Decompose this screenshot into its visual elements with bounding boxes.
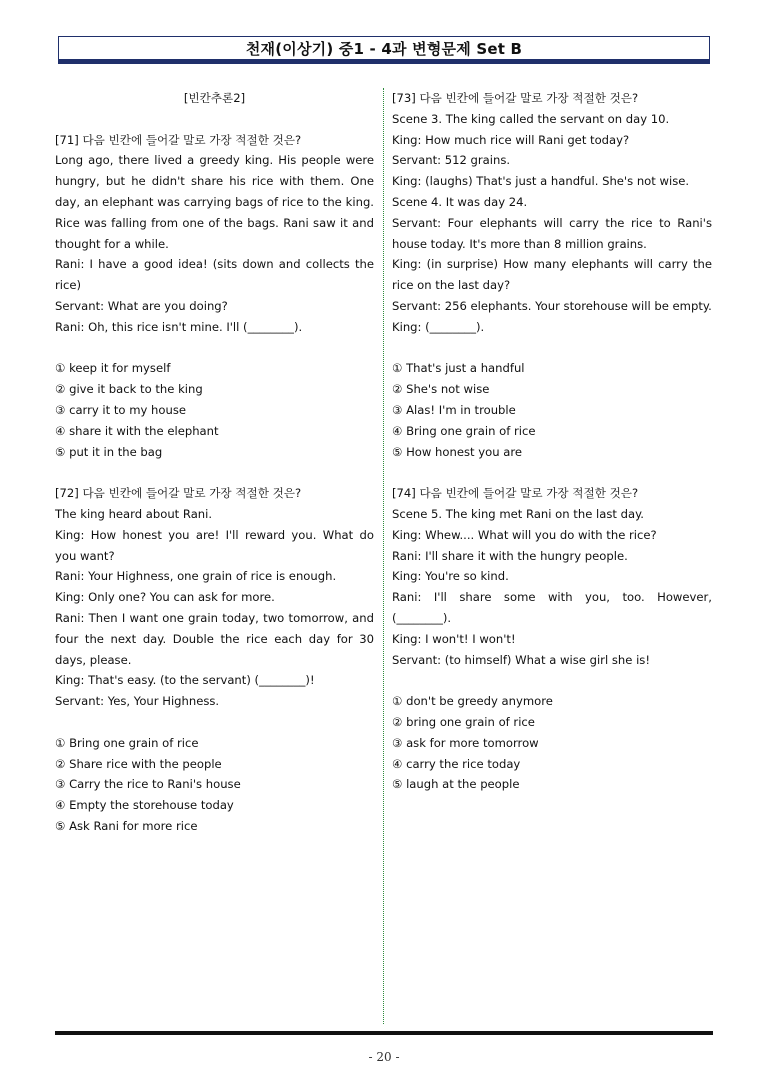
q73-option: ⑤ How honest you are <box>392 444 522 459</box>
q72-dialogue-line: King: How honest you are! I'll reward you. What do you want? <box>55 527 374 563</box>
q72-option: ② Share rice with the people <box>55 756 222 771</box>
q74-dialogue-line: King: I won't! I won't! <box>392 631 516 646</box>
q72-option: ③ Carry the rice to Rani's house <box>55 777 241 792</box>
q73-option: ③ Alas! I'm in trouble <box>392 402 516 417</box>
q74-dialogue-line: Scene 5. The king met Rani on the last day. <box>392 506 644 521</box>
left-column <box>55 88 374 837</box>
q74-dialogue-line: Rani: I'll share it with the hungry people. <box>392 548 628 563</box>
q71-option: ⑤ put it in the bag <box>55 444 163 459</box>
page-number: - 20 - <box>368 1050 400 1064</box>
q71-option: ③ carry it to my house <box>55 402 187 417</box>
q74-option: ① don't be greedy anymore <box>392 694 553 709</box>
q74-option: ② bring one grain of rice <box>392 714 535 729</box>
q74-option: ④ carry the rice today <box>392 756 521 771</box>
q72-dialogue-line: The king heard about Rani. <box>55 506 213 521</box>
q71-option: ② give it back to the king <box>55 382 203 397</box>
q72-dialogue-line: Servant: Yes, Your Highness. <box>55 694 220 709</box>
page-title: 천재(이상기) 중1 - 4과 변형문제 Set B <box>245 39 523 58</box>
q74-dialogue-line: King: You're so kind. <box>392 569 509 584</box>
q74-dialogue-line: Servant: (to himself) What a wise girl she is! <box>392 652 650 667</box>
q72-option: ⑤ Ask Rani for more rice <box>55 818 198 833</box>
q73-dialogue-line: King: How much rice will Rani get today? <box>392 132 630 147</box>
q71-option: ① keep it for myself <box>55 361 171 376</box>
footer-rule <box>55 1031 713 1035</box>
q72-dialogue-line: Rani: Your Highness, one grain of rice is enough. <box>55 569 337 584</box>
q73-dialogue-line: Scene 4. It was day 24. <box>392 194 528 209</box>
q73-dialogue-line: King: (laughs) That's just a handful. She's not wise. <box>392 174 690 189</box>
q74-dialogue-line: Rani: I'll share some with you, too. However, (________). <box>392 590 712 625</box>
q72-option: ① Bring one grain of rice <box>55 735 199 750</box>
q74-heading: [74] 다음 빈칸에 들어갈 말로 가장 적절한 것은? <box>392 486 639 501</box>
q73-option: ④ Bring one grain of rice <box>392 423 536 438</box>
q72-dialogue-line: Rani: Then I want one grain today, two tomorrow, and four the next day. Double the rice each day for 30 days, please. <box>55 610 374 667</box>
q74-option: ③ ask for more tomorrow <box>392 735 539 750</box>
q73-dialogue-line: Servant: 512 grains. <box>392 153 511 168</box>
q71-dialogue-line: Rani: Oh, this rice isn't mine. I'll (________). <box>55 319 303 334</box>
q73-dialogue-line: King: (________). <box>392 319 485 334</box>
q72-dialogue-line: King: Only one? You can ask for more. <box>55 590 275 605</box>
q74-option: ⑤ laugh at the people <box>392 777 520 792</box>
column-divider <box>383 88 384 1024</box>
q72-option: ④ Empty the storehouse today <box>55 798 234 813</box>
q73-option: ① That's just a handful <box>392 361 525 376</box>
q74-dialogue-line: King: Whew.... What will you do with the rice? <box>392 527 657 542</box>
right-column <box>392 88 712 795</box>
q71-heading: [71] 다음 빈칸에 들어갈 말로 가장 적절한 것은? <box>55 132 302 147</box>
q73-dialogue-line: Servant: Four elephants will carry the rice to Rani's house today. It's more than 8 million grains. <box>392 215 712 251</box>
q71-dialogue-line: Servant: What are you doing? <box>55 298 228 313</box>
section-label: [빈칸추론2] <box>183 91 246 105</box>
q71-dialogue-line: Rani: I have a good idea! (sits down and collects the rice) <box>55 257 374 293</box>
q73-option: ② She's not wise <box>392 382 490 397</box>
q71-passage: Long ago, there lived a greedy king. His people were hungry, but he didn't share his rice with them. One day, an elephant was carrying bags of rice to the king. Rice was falling from one of the bags. Rani saw it and thought for a while. <box>55 153 374 251</box>
q73-dialogue-line: Scene 3. The king called the servant on day 10. <box>392 111 670 126</box>
q72-dialogue-line: King: That's easy. (to the servant) (________)! <box>55 673 315 688</box>
q73-dialogue-line: King: (in surprise) How many elephants will carry the rice on the last day? <box>392 257 712 293</box>
q72-heading: [72] 다음 빈칸에 들어갈 말로 가장 적절한 것은? <box>55 486 302 501</box>
q73-dialogue-line: Servant: 256 elephants. Your storehouse will be empty. <box>392 298 712 313</box>
q71-option: ④ share it with the elephant <box>55 423 219 438</box>
q73-heading: [73] 다음 빈칸에 들어갈 말로 가장 적절한 것은? <box>392 91 639 105</box>
title-box <box>58 36 710 64</box>
